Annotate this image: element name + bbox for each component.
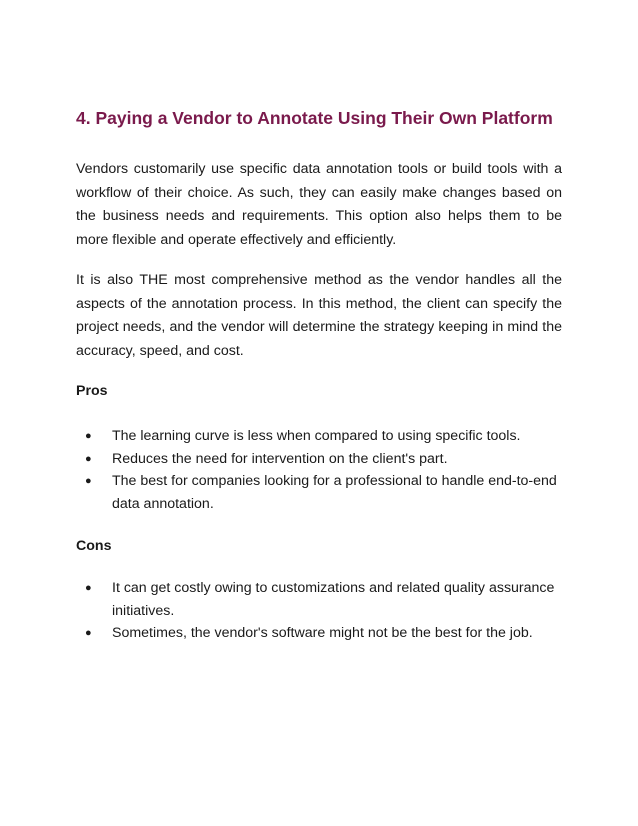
paragraph-vendors: Vendors customarily use specific data annotation tools or build tools with a workflow of their choice. As such, they can easily make changes based on the business needs and requirements. This option also helps them to be more flexible and operate effectively and efficiently. <box>76 161 562 248</box>
section-heading: 4. Paying a Vendor to Annotate Using Their Own Platform <box>76 108 553 128</box>
list-item-text: The best for companies looking for a professional to handle end-to-end data annotation. <box>112 473 557 512</box>
list-item <box>76 425 562 448</box>
list-item-text: Sometimes, the vendor's software might not be the best for the job. <box>112 625 533 642</box>
list-item <box>76 448 562 471</box>
list-item <box>76 470 562 515</box>
pros-list <box>76 425 562 515</box>
bullet-icon: ● <box>85 627 92 640</box>
bullet-icon: ● <box>85 430 92 442</box>
pros-heading: Pros <box>76 383 108 399</box>
cons-list <box>76 577 562 645</box>
list-item <box>76 577 562 622</box>
bullet-icon: ● <box>85 582 92 594</box>
list-item-text: Reduces the need for intervention on the client's part. <box>112 450 448 467</box>
paragraph-comprehensive: It is also THE most comprehensive method as the vendor handles all the aspects of the annotation process. In this method, the client can specify the project needs, and the vendor will determine the strategy keeping in mind the accuracy, speed, and cost. <box>76 272 562 359</box>
cons-heading: Cons <box>76 538 112 554</box>
list-item <box>76 622 562 645</box>
bullet-icon: ● <box>85 452 92 465</box>
list-item-text: The learning curve is less when compared to using specific tools. <box>112 428 521 444</box>
list-item-text: It can get costly owing to customizations and related quality assurance initiatives. <box>112 580 555 619</box>
bullet-icon: ● <box>85 475 92 488</box>
